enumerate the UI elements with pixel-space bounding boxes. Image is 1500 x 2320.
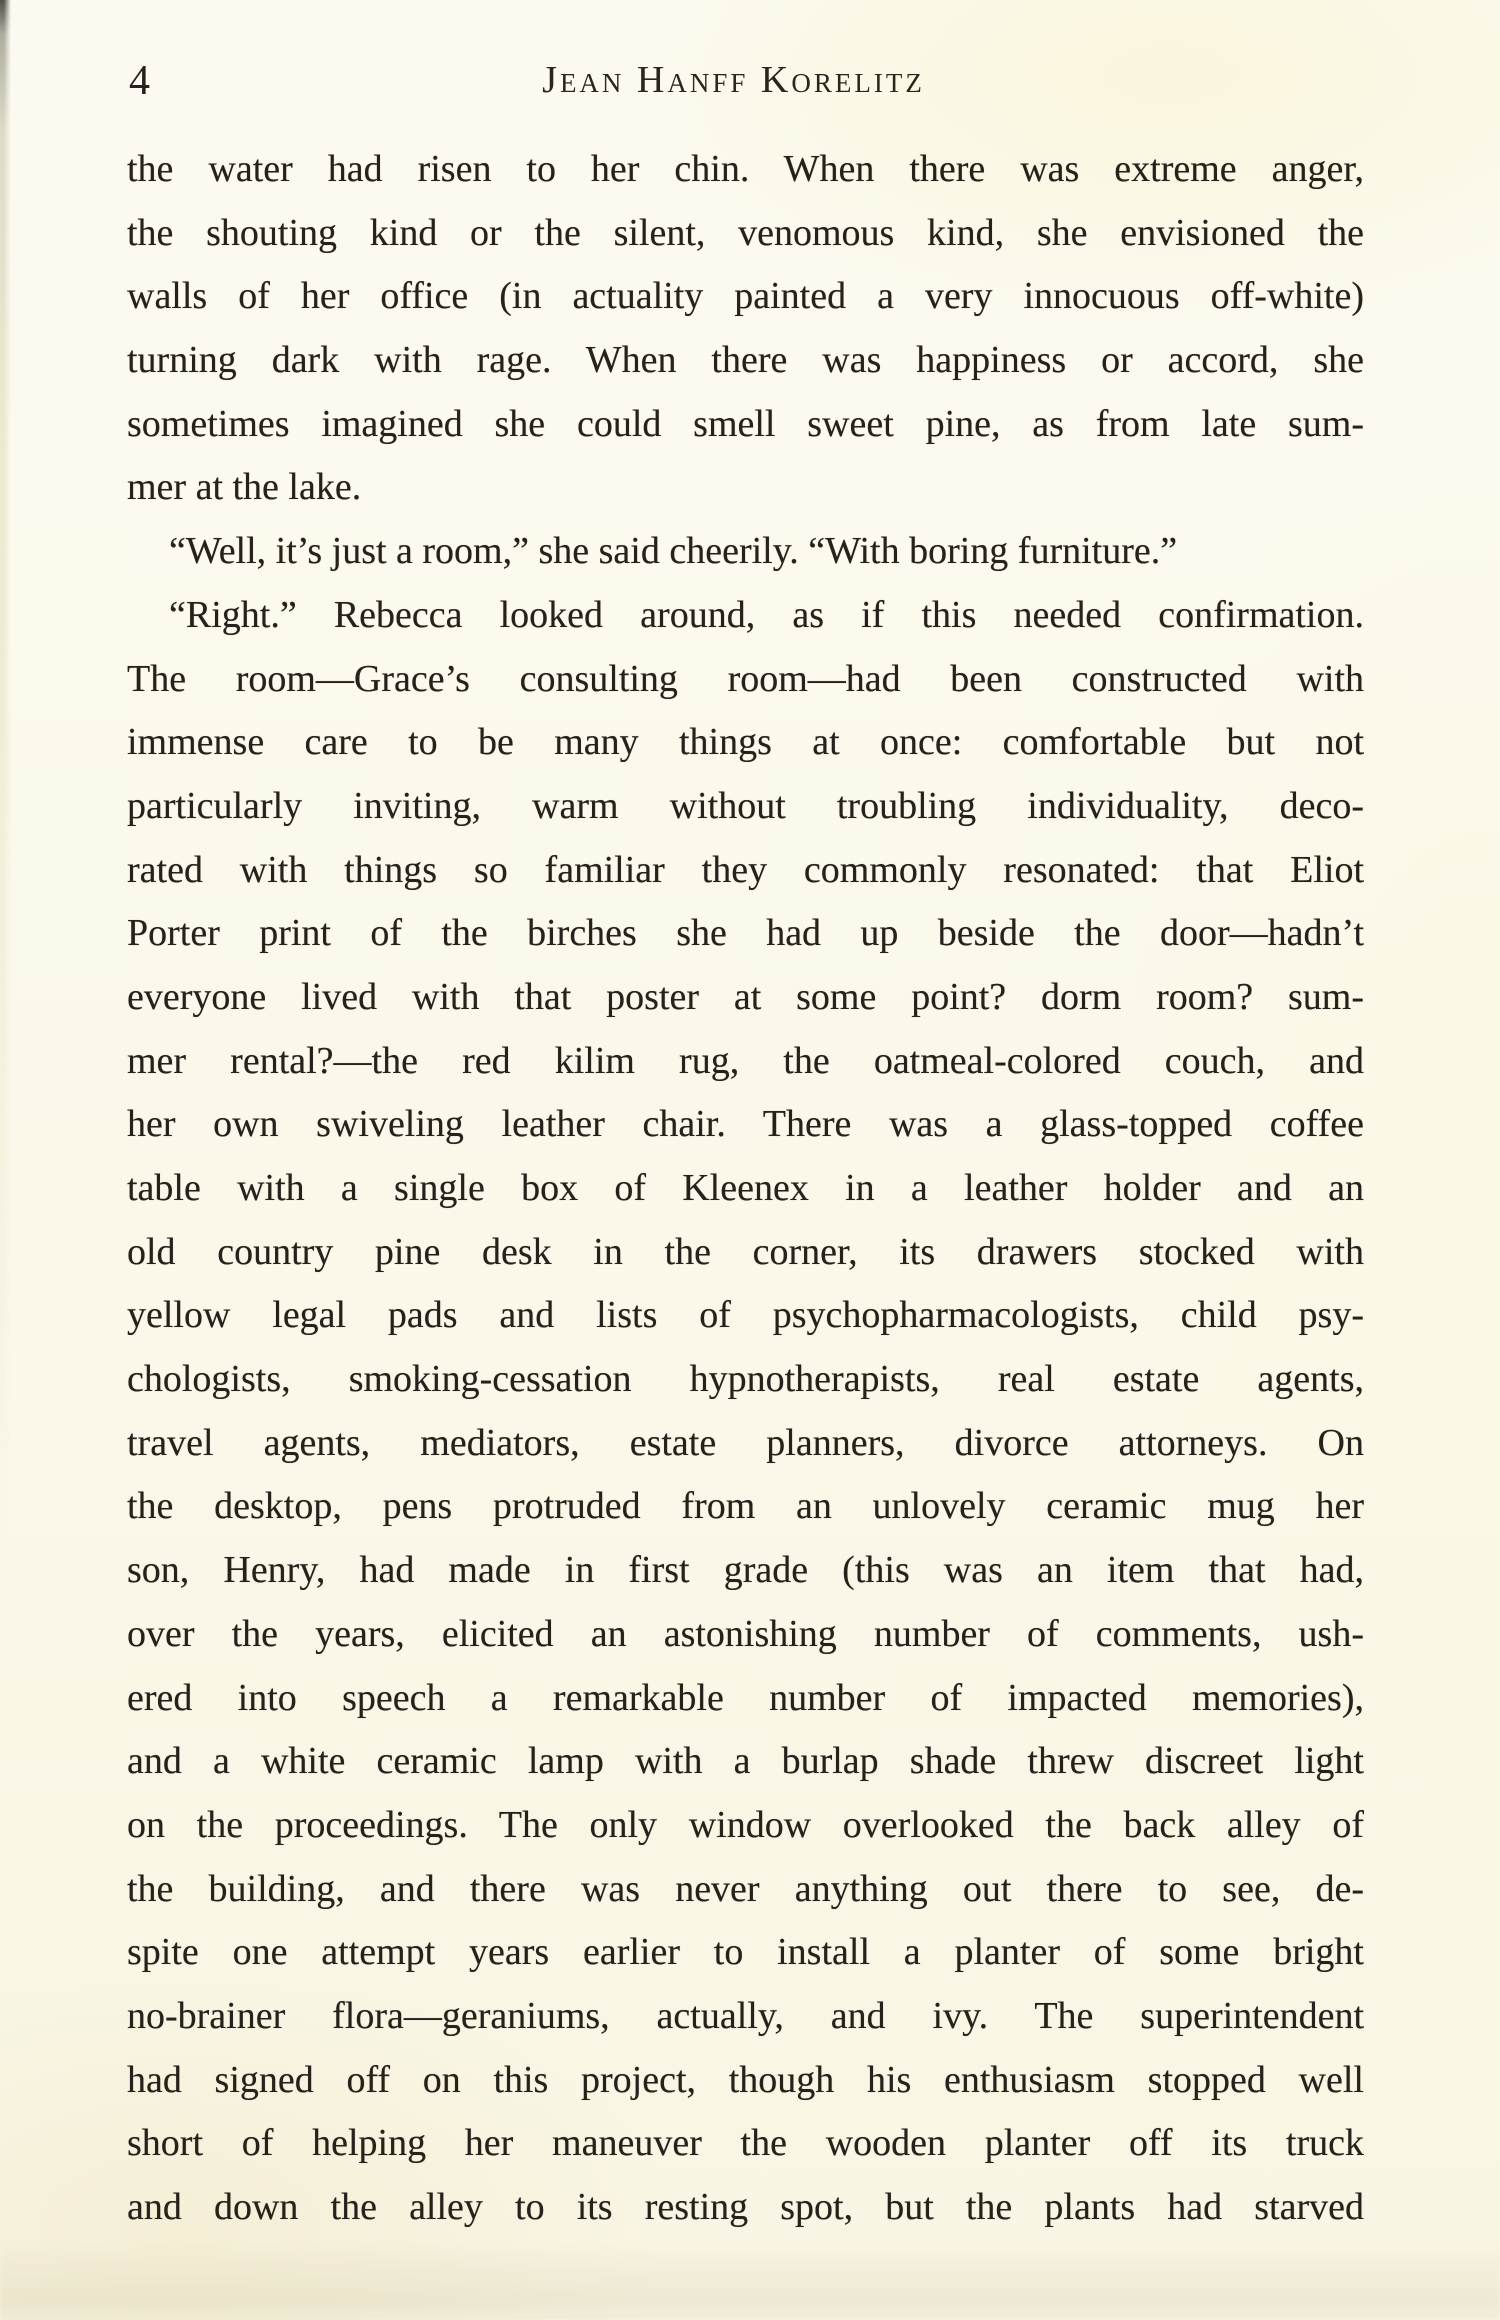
- text-line: “Well, it’s just a room,” she said cheerily. “With boring furniture.”: [169, 530, 1178, 573]
- body-text: [127, 138, 1364, 2240]
- text-line: chologists, smoking-cessation hypnotherapists, real estate agents,: [127, 1358, 1364, 1401]
- text-line: sometimes imagined she could smell sweet pine, as from late sum-: [127, 402, 1364, 445]
- text-line: on the proceedings. The only window overlooked the back alley of: [127, 1803, 1364, 1846]
- text-line: spite one attempt years earlier to install a planter of some bright: [127, 1931, 1364, 1974]
- text-line: and a white ceramic lamp with a burlap shade threw discreet light: [127, 1740, 1364, 1783]
- text-line: everyone lived with that poster at some point? dorm room? sum-: [127, 975, 1364, 1018]
- text-line: Porter print of the birches she had up beside the door—hadn’t: [127, 912, 1364, 955]
- running-header-title: Jean Hanff Korelitz: [542, 59, 925, 101]
- page-number: 4: [129, 58, 151, 104]
- text-line: mer at the lake.: [127, 466, 362, 509]
- text-line: The room—Grace’s consulting room—had been constructed with: [127, 657, 1364, 700]
- text-line: table with a single box of Kleenex in a leather holder and an: [127, 1167, 1364, 1209]
- text-line: yellow legal pads and lists of psychopharmacologists, child psy-: [127, 1294, 1364, 1337]
- text-line: mer rental?—the red kilim rug, the oatmeal-colored couch, and: [127, 1039, 1364, 1082]
- text-line: and down the alley to its resting spot, but the plants had starved: [127, 2186, 1364, 2228]
- text-line: had signed off on this project, though his enthusiasm stopped well: [127, 2058, 1364, 2101]
- text-line: her own swiveling leather chair. There was a glass-topped coffee: [127, 1103, 1364, 1146]
- text-line: short of helping her maneuver the wooden planter off its truck: [127, 2122, 1364, 2165]
- text-line: son, Henry, had made in first grade (this was an item that had,: [127, 1549, 1364, 1592]
- text-line: ered into speech a remarkable number of impacted memories),: [127, 1676, 1364, 1719]
- text-line: “Right.” Rebecca looked around, as if this needed confirmation.: [169, 593, 1364, 636]
- text-line: rated with things so familiar they commonly resonated: that Eliot: [127, 848, 1364, 891]
- text-line: old country pine desk in the corner, its drawers stocked with: [127, 1230, 1364, 1273]
- text-line: walls of her office (in actuality painted a very innocuous off-white): [127, 275, 1364, 318]
- text-line: the water had risen to her chin. When there was extreme anger,: [127, 148, 1364, 190]
- spine-edge-shadow: [0, 0, 11, 1650]
- running-head: [127, 55, 1364, 109]
- text-line: turning dark with rage. When there was happiness or accord, she: [127, 339, 1364, 382]
- text-line: travel agents, mediators, estate planners, divorce attorneys. On: [127, 1421, 1364, 1464]
- text-line: the desktop, pens protruded from an unlovely ceramic mug her: [127, 1485, 1364, 1528]
- text-line: the building, and there was never anything out there to see, de-: [127, 1867, 1364, 1910]
- text-line: no-brainer flora—geraniums, actually, and ivy. The superintendent: [127, 1994, 1364, 2037]
- text-line: immense care to be many things at once: comfortable but not: [127, 721, 1364, 764]
- bottom-scan-artifact: [0, 2240, 1500, 2320]
- text-line: particularly inviting, warm without troubling individuality, deco-: [127, 784, 1364, 827]
- text-line: over the years, elicited an astonishing number of comments, ush-: [127, 1612, 1364, 1655]
- text-line: the shouting kind or the silent, venomous kind, she envisioned the: [127, 211, 1364, 254]
